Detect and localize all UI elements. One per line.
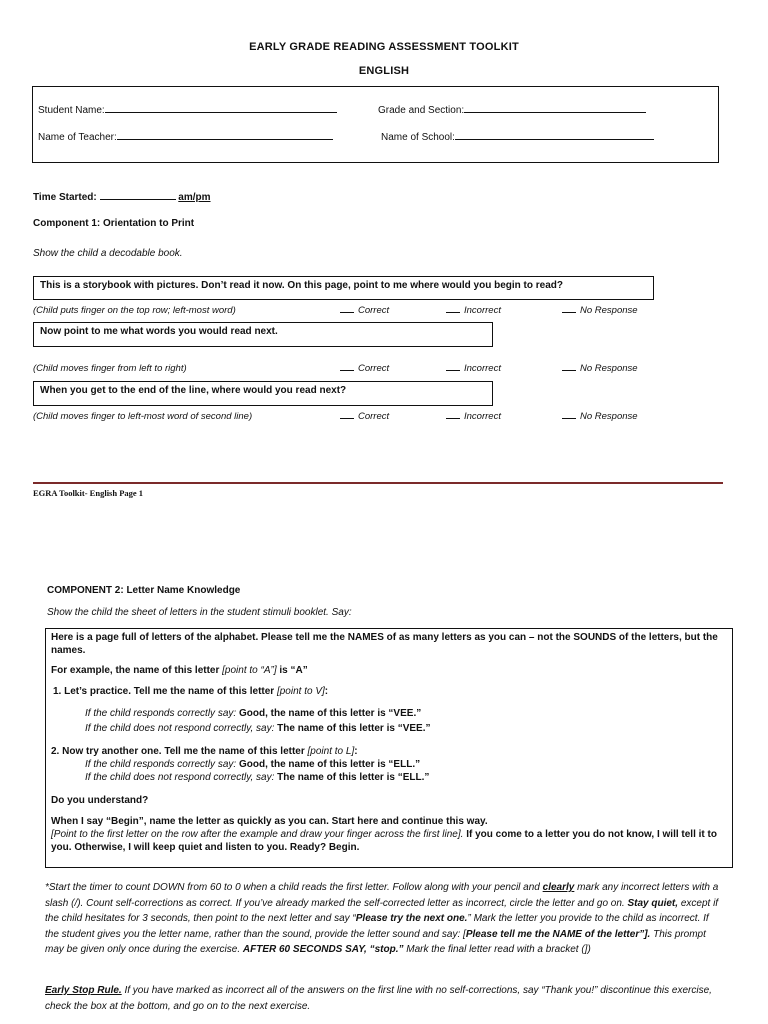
component1-title: Component 1: Orientation to Print [33,218,195,229]
q3-no-response-option[interactable]: No Response [562,411,638,422]
q1-no-response-option[interactable]: No Response [562,305,638,316]
teacher-name-field[interactable]: Name of Teacher: [38,128,333,143]
question-2-prompt: Now point to me what words you would read next. [33,322,493,347]
question-3-note: (Child moves finger to left-most word of second line) [33,411,253,422]
box-p1-wrong: If the child does not respond correctly, say: The name of this letter is “VEE.” [85,723,431,734]
q3-incorrect-option[interactable]: Incorrect [446,411,501,422]
q2-incorrect-option[interactable]: Incorrect [446,363,501,374]
box-intro: Here is a page full of letters of the alphabet. Please tell me the NAMES of as many letters as you can – not the SOUNDS of the letters, but the names. [51,632,718,656]
component1-instruction: Show the child a decodable book. [33,248,183,259]
page-divider [33,482,723,484]
instruction-box [45,628,733,868]
box-practice-1: 1. Let’s practice. Tell me the name of this letter [point to V]: [53,686,329,697]
box-begin: When I say “Begin”, name the letter as quickly as you can. Start here and continue this way. [51,816,488,827]
student-info-box [32,86,719,163]
question-1-note: (Child puts finger on the top row; left-most word) [33,305,236,316]
q2-no-response-option[interactable]: No Response [562,363,638,374]
question-2-note: (Child moves finger from left to right) [33,363,187,374]
q3-correct-option[interactable]: Correct [340,411,389,422]
early-stop-rule: Early Stop Rule. If you have marked as incorrect all of the answers on the first line with no self-corrections, say “Thank you!” discontinue this exercise, check the box at the bottom, and go on to the next exercise. [45,985,712,1012]
box-p2-wrong: If the child does not respond correctly, say: The name of this letter is “ELL.” [85,772,430,783]
box-begin-note: [Point to the first letter on the row after the example and draw your finger across the first line]. If you come to a letter you do not know, I will tell it to you. Otherwise, I will keep quiet and listen to you. Ready? Begin. [51,829,717,853]
box-p1-correct: If the child responds correctly say: Good, the name of this letter is “VEE.” [85,708,422,719]
q1-incorrect-option[interactable]: Incorrect [446,305,501,316]
q2-correct-option[interactable]: Correct [340,363,389,374]
page-subtitle: ENGLISH [358,65,410,77]
box-example: For example, the name of this letter [point to “A”] is “A” [51,665,308,676]
component2-title: COMPONENT 2: Letter Name Knowledge [47,585,241,596]
box-practice-2: 2. Now try another one. Tell me the name of this letter [point to L]: [51,746,358,757]
box-understand: Do you understand? [51,795,149,806]
timer-instructions: *Start the timer to count DOWN from 60 to 0 when a child reads the first letter. Follow along with your pencil and clearly mark any incorrect letters with a slash (/). Count self-corrections as correct. If you’ve already marked the self-corrected letter as incorrect, circle the letter and go on. Stay quiet, except if the child hesitates for 3 seconds, then point to the next letter and say “Please try the next one.” Mark the letter you provide to the child as incorrect. If the student gives you the letter name, rather than the sound, provide the letter sound and say: [Please tell me the NAME of the letter”]. This prompt may be given only once during the exercise. AFTER 60 SECONDS SAY, “stop.” Mark the final letter read with a bracket (]) [45,882,719,955]
q1-correct-option[interactable]: Correct [340,305,389,316]
time-started-field[interactable]: Time Started: am/pm [33,188,211,203]
grade-section-field[interactable]: Grade and Section: [378,101,646,116]
school-name-field[interactable]: Name of School: [381,128,654,143]
component2-instruction: Show the child the sheet of letters in the student stimuli booklet. Say: [47,607,352,618]
page-title: EARLY GRADE READING ASSESSMENT TOOLKIT [249,41,519,53]
question-1-prompt: This is a storybook with pictures. Don’t read it now. On this page, point to me where would you begin to read? [33,276,654,300]
question-3-prompt: When you get to the end of the line, where would you read next? [33,381,493,406]
student-name-field[interactable]: Student Name: [38,101,337,116]
page-footer: EGRA Toolkit- English Page 1 [33,488,144,498]
box-p2-correct: If the child responds correctly say: Good, the name of this letter is “ELL.” [85,759,421,770]
